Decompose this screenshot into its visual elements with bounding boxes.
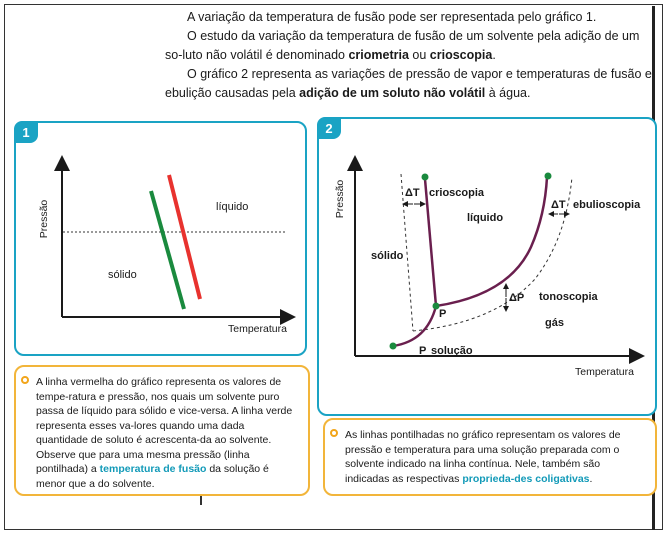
graph-2-panel: [317, 117, 657, 416]
graph-2-sublimation-curve: [393, 306, 436, 346]
intro-line-1: A variação da temperatura de fusão pode ser representada pelo gráfico 1.: [187, 10, 597, 24]
graph-2-point-top-left: [422, 174, 429, 181]
graph-1-red-line: [169, 175, 200, 299]
graph-2-number: 2: [317, 117, 341, 139]
graph-2-gas: gás: [545, 317, 564, 329]
intro-paragraph-2: [165, 27, 655, 65]
intro-text: [165, 8, 655, 103]
graph-1-label-liquid: líquido: [216, 201, 249, 213]
graph-2-point-p-solution-label: P: [419, 345, 427, 357]
graph-2-solucao: solução: [431, 345, 473, 357]
graph-2-point-start: [390, 343, 397, 350]
term-criometria: criometria: [348, 48, 409, 62]
caption-2-bullet-icon: [330, 429, 338, 437]
intro-p3-text: O gráfico 2 representa as variações de pressão de vapor e temperaturas de fusão e ebulição causadas pela: [165, 67, 652, 100]
caption-1-bullet-icon: [21, 376, 29, 384]
graph-2-caption: [323, 418, 657, 496]
graph-2-label-liquid: líquido: [467, 212, 504, 224]
graph-1-caption: [14, 365, 310, 496]
intro-p2-end: .: [492, 48, 496, 62]
graph-2-y-label: Pressão: [334, 179, 346, 219]
graph-1-label-solid: sólido: [108, 269, 137, 281]
graph-1-svg: [16, 123, 305, 354]
caption-2-text-end: .: [589, 472, 593, 485]
caption-2-highlight: proprieda-des coligativas: [462, 472, 590, 485]
graph-1-number: 1: [14, 121, 38, 143]
graph-1-y-label: Pressão: [38, 199, 50, 239]
caption-1-text: A linha vermelha do gráfico representa os valores de tempe-ratura e pressão, nos quais um solvente puro passa de líquido para sólido e vice-versa. A linha verde representa esses va-lores quando uma dada quantidade de soluto é acrescenta-da ao solvente. Observe que para uma mesma pressão (linha pontilhada) a: [36, 376, 293, 475]
term-adicao-soluto: adição de um soluto não volátil: [299, 86, 486, 100]
intro-paragraph-3: [165, 65, 655, 103]
graph-2-delta-p: ΔP: [509, 292, 525, 304]
term-crioscopia: crioscopia: [429, 48, 493, 62]
graph-2-tonoscopia: tonoscopia: [539, 291, 598, 303]
graph-1-x-label: Temperatura: [228, 323, 287, 335]
caption-1-text-end: da solução é menor que a do solvente.: [36, 463, 269, 490]
graph-2-ebulioscopia: ebulioscopia: [573, 199, 641, 211]
caption-2-text: As linhas pontilhadas no gráfico representam os valores de pressão e temperatura para uma solução preparada com o solvente indicado na linha contínua. Nele, também são indicadas as respectivas: [345, 429, 621, 485]
intro-p2-mid: ou: [408, 48, 430, 62]
graph-2-delta-t-right: ΔT: [551, 199, 566, 211]
graph-2-point-top-right: [545, 173, 552, 180]
graph-2-delta-t-left: ΔT: [405, 187, 420, 199]
graph-2-label-solid: sólido: [371, 250, 404, 262]
caption-1-highlight: temperatura de fusão: [99, 463, 207, 475]
graph-1-panel: [14, 121, 307, 356]
graph-2-x-label: Temperatura: [575, 366, 634, 378]
graph-2-crioscopia: crioscopia: [429, 187, 485, 199]
graph-2-point-p-label: P: [439, 308, 447, 320]
intro-p2-text: O estudo da variação da temperatura de fusão de um solvente pela adição de um so-luto não volátil é denominado: [165, 29, 640, 62]
intro-p3-end: à água.: [485, 86, 531, 100]
graph-2-svg: [319, 119, 655, 414]
page-mark: [200, 496, 202, 505]
